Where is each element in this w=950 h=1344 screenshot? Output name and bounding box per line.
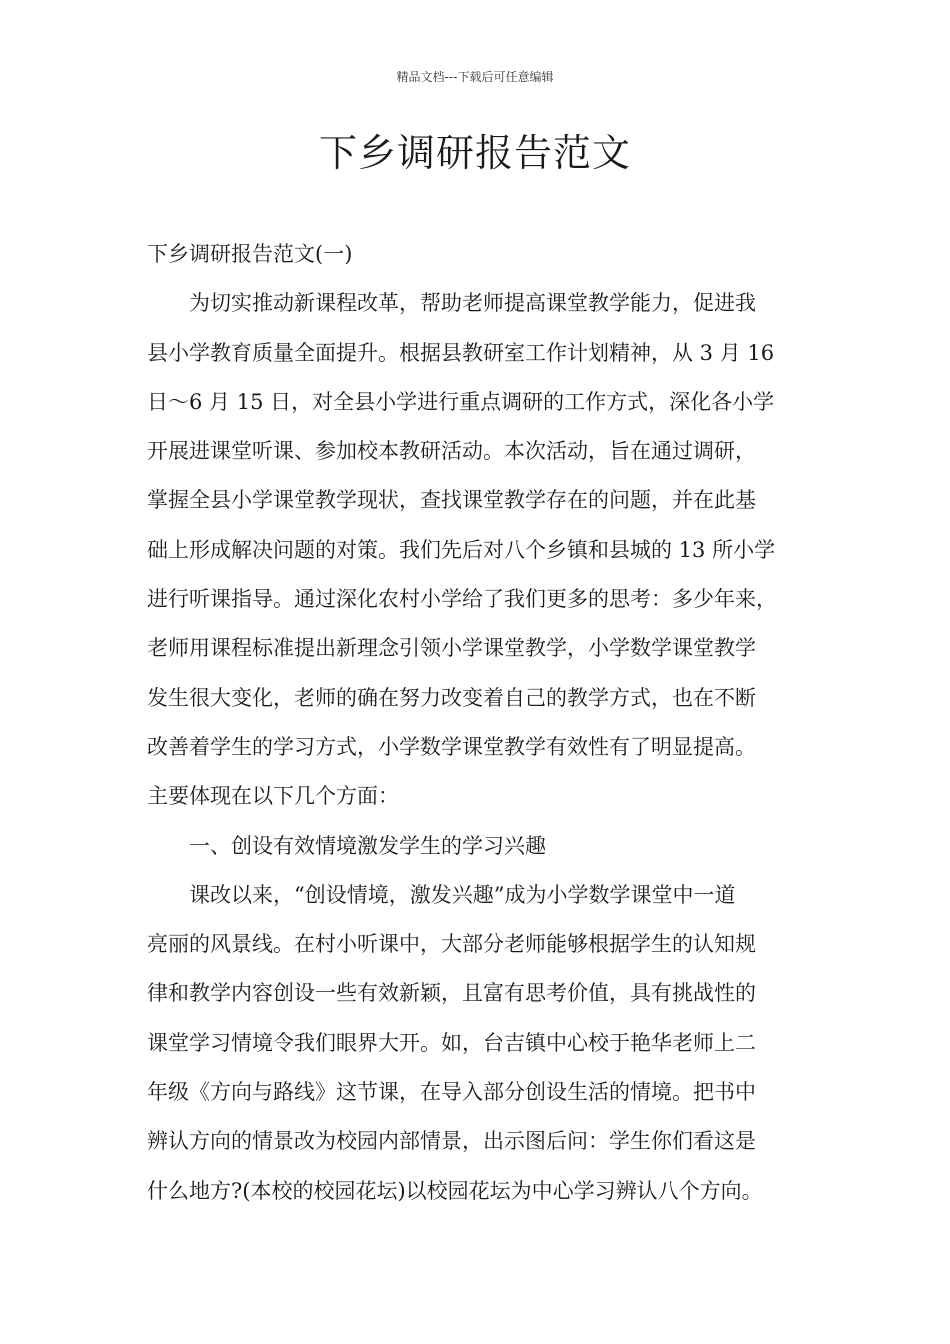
text-line: 课堂学习情境令我们眼界大开。如，台吉镇中心校于艳华老师上二 — [147, 1030, 756, 1055]
body-text — [147, 230, 827, 1216]
text-line: 下乡调研报告范文(一) — [147, 242, 353, 266]
text-line: 什么地方?(本校的校园花坛)以校园花坛为中心学习辨认八个方向。 — [147, 1178, 763, 1203]
section-heading: 一、创设有效情境激发学生的学习兴趣 — [189, 833, 546, 858]
text-line: 发生很大变化，老师的确在努力改变着自己的教学方式，也在不断 — [147, 685, 756, 710]
text-line: 课改以来，“创设情境，激发兴趣”成为小学数学课堂中一道 — [189, 882, 736, 907]
text-line: 掌握全县小学课堂教学现状，查找课堂教学存在的问题，并在此基 — [147, 488, 756, 513]
text-line: 进行听课指导。通过深化农村小学给了我们更多的思考：多少年来， — [147, 587, 777, 612]
text-line: 改善着学生的学习方式，小学数学课堂教学有效性有了明显提高。 — [147, 734, 756, 759]
text-line: 亮丽的风景线。在村小听课中，大部分老师能够根据学生的认知规 — [147, 932, 756, 957]
text-line: 为切实推动新课程改革，帮助老师提高课堂教学能力，促进我 — [189, 291, 756, 316]
text-line: 日～6 月 15 日，对全县小学进行重点调研的工作方式，深化各小学 — [147, 389, 775, 414]
text-line: 开展进课堂听课、参加校本教研活动。本次活动，旨在通过调研， — [147, 439, 756, 464]
text-line: 年级《方向与路线》这节课，在导入部分创设生活的情境。把书中 — [147, 1080, 756, 1105]
document-title: 下乡调研报告范文 — [318, 131, 631, 175]
text-line: 辨认方向的情景改为校园内部情景，出示图后问：学生你们看这是 — [147, 1129, 756, 1154]
header-note: 精品文档---下载后可任意编辑 — [396, 70, 554, 84]
text-line: 律和教学内容创设一些有效新颖，且富有思考价值，具有挑战性的 — [147, 981, 756, 1006]
text-line: 础上形成解决问题的对策。我们先后对八个乡镇和县城的 13 所小学 — [147, 537, 776, 562]
text-line: 主要体现在以下几个方面： — [147, 784, 399, 809]
text-line: 老师用课程标准提出新理念引领小学课堂教学，小学数学课堂教学 — [147, 636, 756, 661]
text-line: 县小学教育质量全面提升。根据县教研室工作计划精神，从 3 月 16 — [147, 340, 775, 365]
